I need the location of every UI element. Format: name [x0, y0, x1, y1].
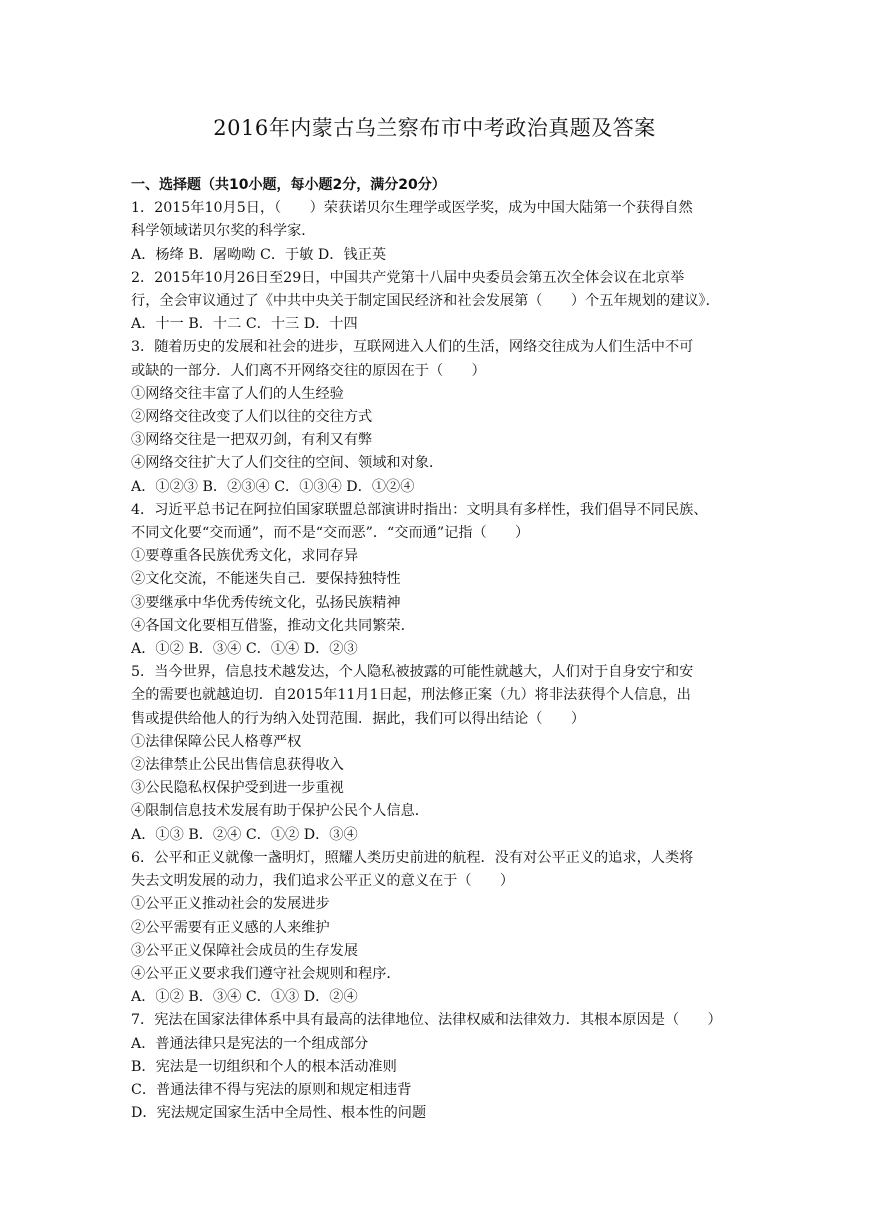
question-stem-line: 不同文化要“交而通”，而不是“交而恶”．“交而通”记指（ ）: [131, 525, 530, 542]
statement-item: ③要继承中华优秀传统文化，弘扬民族精神: [131, 594, 401, 611]
question-stem-line: 或缺的一部分．人们离不开网络交往的原因在于（ ）: [131, 362, 486, 379]
question-7: [131, 1009, 741, 1125]
question-stem-line: 售或提供给他人的行为纳入处罚范围．据此，我们可以得出结论（ ）: [131, 710, 586, 727]
page-title: 2016年内蒙古乌兰察布市中考政治真题及答案: [213, 116, 656, 140]
statement-item: ②文化交流，不能迷失自己．要保持独特性: [131, 571, 401, 588]
statement-item: ④网络交往扩大了人们交往的空间、领域和对象．: [131, 455, 444, 472]
question-stem-line: 全的需要也就越迫切．自2015年11月1日起，刑法修正案（九）将非法获得个人信息，出: [131, 687, 691, 704]
answer-option: D．宪法规定国家生活中全局性、根本性的问题: [131, 1105, 427, 1122]
statement-item: ③公平正义保障社会成员的生存发展: [131, 942, 359, 959]
question-stem-line: 2．2015年10月26日至29日，中国共产党第十八届中央委员会第五次全体会议在北京举: [131, 269, 685, 286]
question-5: [131, 661, 741, 847]
statement-item: ③网络交往是一把双刃剑，有利又有弊: [131, 432, 373, 449]
question-stem-line: 5．当今世界，信息技术越发达，个人隐私被披露的可能性就越大，人们对于自身安宁和安: [131, 664, 694, 681]
answer-option: C．普通法律不得与宪法的原则和规定相违背: [131, 1081, 412, 1098]
statement-item: ①法律保障公民人格尊严权: [131, 733, 302, 750]
question-stem-line: 失去文明发展的动力，我们追求公平正义的意义在于（ ）: [131, 873, 515, 890]
section-heading: 一、选择题（共10小题，每小题2分，满分20分）: [131, 177, 446, 193]
statement-item: ①公平正义推动社会的发展进步: [131, 896, 330, 913]
answer-options: A．十一 B．十二 C．十三 D．十四: [131, 316, 358, 333]
statement-item: ②法律禁止公民出售信息获得收入: [131, 757, 344, 774]
answer-options: A．杨绛 B．屠呦呦 C．于敏 D．钱正英: [131, 246, 387, 263]
statement-item: ④限制信息技术发展有助于保护公民个人信息．: [131, 803, 429, 820]
question-4: [131, 499, 741, 661]
statement-item: ④各国文化要相互借鉴，推动文化共同繁荣．: [131, 617, 415, 634]
question-6: [131, 847, 741, 1009]
question-stem-line: 7．宪法在国家法律体系中具有最高的法律地位、法律权威和法律效力．其根本原因是（ ）: [131, 1012, 722, 1029]
question-2: [131, 267, 741, 337]
statement-item: ①要尊重各民族优秀文化，求同存异: [131, 548, 359, 565]
question-stem-line: 科学领域诺贝尔奖的科学家．: [131, 223, 316, 240]
question-stem-line: 3．随着历史的发展和社会的进步，互联网进入人们的生活，网络交往成为人们生活中不可: [131, 339, 694, 356]
statement-item: ④公平正义要求我们遵守社会规则和程序．: [131, 965, 401, 982]
question-stem-line: 4．习近平总书记在阿拉伯国家联盟总部演讲时指出：文明具有多样性，我们倡导不同民族、: [131, 501, 708, 518]
question-1: [131, 197, 741, 267]
answer-options: A．①② B．③④ C．①③ D．②④: [131, 989, 358, 1006]
answer-options: A．①②③ B．②③④ C．①③④ D．①②④: [131, 478, 415, 495]
question-body: [131, 174, 741, 1125]
answer-options: A．①② B．③④ C．①④ D．②③: [131, 641, 358, 658]
statement-item: ②网络交往改变了人们以往的交往方式: [131, 409, 373, 426]
statement-item: ①网络交往丰富了人们的人生经验: [131, 385, 344, 402]
answer-option: A．普通法律只是宪法的一个组成部分: [131, 1035, 369, 1052]
question-3: [131, 336, 741, 498]
statement-item: ②公平需要有正义感的人来维护: [131, 919, 330, 936]
answer-options: A．①③ B．②④ C．①② D．③④: [131, 826, 358, 843]
question-stem-line: 行，全会审议通过了《中共中央关于制定国民经济和社会发展第（ ）个五年规划的建议》．: [131, 293, 720, 310]
question-stem-line: 1．2015年10月5日，（ ）荣获诺贝尔生理学或医学奖，成为中国大陆第一个获得自然: [131, 200, 693, 217]
answer-option: B．宪法是一切组织和个人的根本活动准则: [131, 1058, 397, 1075]
question-stem-line: 6．公平和正义就像一盏明灯，照耀人类历史前进的航程．没有对公平正义的追求，人类将: [131, 849, 694, 866]
statement-item: ③公民隐私权保护受到进一步重视: [131, 780, 344, 797]
